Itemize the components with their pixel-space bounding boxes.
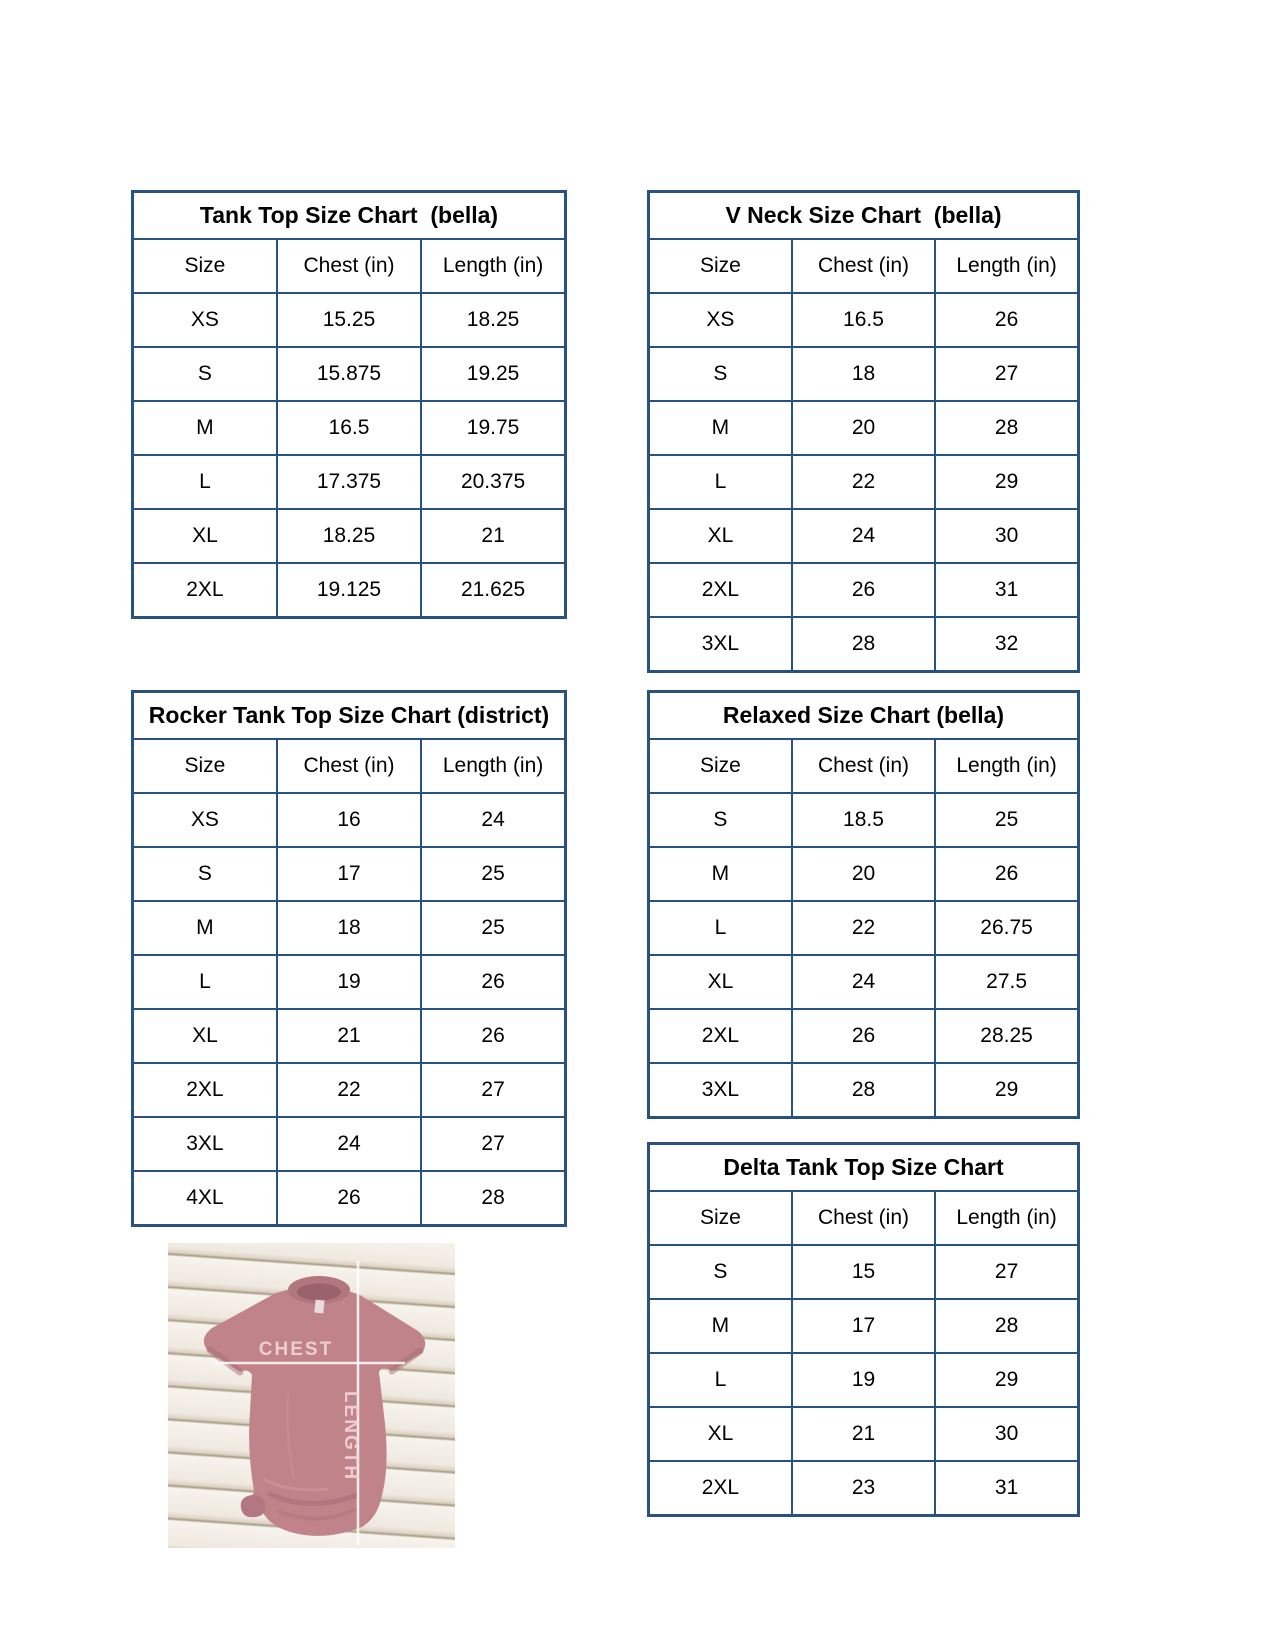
length-cell: 27 (421, 1063, 565, 1117)
length-cell: 30 (935, 1407, 1078, 1461)
table-row (649, 293, 1079, 347)
size-cell: 2XL (649, 563, 792, 617)
size-cell: 2XL (649, 1461, 792, 1516)
table-title-row (133, 192, 566, 240)
column-header: Chest (in) (277, 739, 421, 793)
length-cell: 32 (935, 617, 1078, 672)
size-cell: L (649, 1353, 792, 1407)
chest-cell: 15 (792, 1245, 935, 1299)
chest-cell: 23 (792, 1461, 935, 1516)
table-row (133, 455, 566, 509)
chest-cell: 26 (277, 1171, 421, 1226)
size-cell: 2XL (133, 1063, 277, 1117)
table-title: Delta Tank Top Size Chart (649, 1144, 1079, 1192)
length-cell: 27.5 (935, 955, 1078, 1009)
table-row (133, 793, 566, 847)
column-header: Length (in) (421, 739, 565, 793)
length-cell: 21.625 (421, 563, 565, 618)
chest-cell: 21 (792, 1407, 935, 1461)
size-table-v-neck-bella (647, 190, 1080, 673)
table-row (649, 509, 1079, 563)
table-row (133, 563, 566, 618)
column-header-row (649, 739, 1079, 793)
table-title-row (649, 192, 1079, 240)
length-cell: 26 (421, 955, 565, 1009)
column-header-row (649, 1191, 1079, 1245)
table-row (133, 1009, 566, 1063)
table-title-row (649, 692, 1079, 740)
length-cell: 29 (935, 1353, 1078, 1407)
table-row (133, 1063, 566, 1117)
table-row (649, 455, 1079, 509)
size-cell: S (649, 347, 792, 401)
table-title: Rocker Tank Top Size Chart (district) (133, 692, 566, 740)
length-cell: 19.25 (421, 347, 565, 401)
table-row (649, 901, 1079, 955)
chest-cell: 24 (277, 1117, 421, 1171)
length-cell: 26 (935, 847, 1078, 901)
chest-cell: 18.5 (792, 793, 935, 847)
chest-cell: 19 (277, 955, 421, 1009)
column-header-row (649, 239, 1079, 293)
size-cell: 3XL (133, 1117, 277, 1171)
size-chart-table (131, 190, 567, 619)
size-cell: XL (649, 509, 792, 563)
column-header: Length (in) (421, 239, 565, 293)
size-table-rocker-tank-top-district (131, 690, 567, 1227)
length-cell: 24 (421, 793, 565, 847)
size-cell: XL (133, 509, 277, 563)
tshirt-neck-tag (314, 1300, 324, 1314)
size-cell: XS (133, 293, 277, 347)
table-title: Tank Top Size Chart (bella) (133, 192, 566, 240)
length-cell: 19.75 (421, 401, 565, 455)
size-cell: M (649, 401, 792, 455)
length-cell: 26 (421, 1009, 565, 1063)
chest-cell: 20 (792, 401, 935, 455)
size-cell: L (133, 455, 277, 509)
size-cell: S (649, 793, 792, 847)
chest-cell: 22 (277, 1063, 421, 1117)
chest-cell: 21 (277, 1009, 421, 1063)
size-cell: M (649, 847, 792, 901)
chest-cell: 18 (277, 901, 421, 955)
chest-cell: 28 (792, 1063, 935, 1118)
table-row (649, 793, 1079, 847)
length-cell: 29 (935, 455, 1078, 509)
chest-label: CHEST (258, 1339, 334, 1360)
table-row (649, 1299, 1079, 1353)
chest-cell: 17.375 (277, 455, 421, 509)
column-header: Chest (in) (277, 239, 421, 293)
tshirt-knot (241, 1495, 266, 1517)
length-cell: 28 (421, 1171, 565, 1226)
length-cell: 26 (935, 293, 1078, 347)
column-header: Size (649, 1191, 792, 1245)
chest-cell: 22 (792, 455, 935, 509)
table-row (649, 1407, 1079, 1461)
chest-cell: 28 (792, 617, 935, 672)
chest-cell: 19 (792, 1353, 935, 1407)
size-cell: L (649, 455, 792, 509)
length-cell: 25 (935, 793, 1078, 847)
table-row (133, 1117, 566, 1171)
table-row (649, 955, 1079, 1009)
table-row (133, 1171, 566, 1226)
table-row (649, 1009, 1079, 1063)
chest-cell: 24 (792, 955, 935, 1009)
table-title: V Neck Size Chart (bella) (649, 192, 1079, 240)
length-cell: 27 (421, 1117, 565, 1171)
size-cell: 4XL (133, 1171, 277, 1226)
size-cell: XL (649, 1407, 792, 1461)
size-cell: XS (649, 293, 792, 347)
size-cell: M (649, 1299, 792, 1353)
chest-cell: 17 (277, 847, 421, 901)
chest-cell: 15.875 (277, 347, 421, 401)
shirt-measurement-photo (168, 1243, 455, 1548)
table-row (133, 955, 566, 1009)
chest-cell: 18.25 (277, 509, 421, 563)
size-chart-table (647, 690, 1080, 1119)
column-header: Length (in) (935, 239, 1078, 293)
length-cell: 28 (935, 401, 1078, 455)
chest-cell: 16.5 (792, 293, 935, 347)
column-header: Chest (in) (792, 739, 935, 793)
length-cell: 25 (421, 847, 565, 901)
size-chart-table (131, 690, 567, 1227)
size-table-tank-top-bella (131, 190, 567, 619)
table-row (649, 847, 1079, 901)
size-cell: XL (133, 1009, 277, 1063)
size-cell: 2XL (649, 1009, 792, 1063)
column-header-row (133, 239, 566, 293)
length-cell: 27 (935, 347, 1078, 401)
size-cell: 3XL (649, 1063, 792, 1118)
table-title-row (133, 692, 566, 740)
tshirt-illustration (168, 1243, 455, 1548)
chest-cell: 24 (792, 509, 935, 563)
size-chart-table (647, 190, 1080, 673)
size-cell: XL (649, 955, 792, 1009)
chest-cell: 26 (792, 563, 935, 617)
length-cell: 29 (935, 1063, 1078, 1118)
chest-cell: 16.5 (277, 401, 421, 455)
length-cell: 18.25 (421, 293, 565, 347)
length-cell: 28 (935, 1299, 1078, 1353)
column-header: Length (in) (935, 1191, 1078, 1245)
size-cell: L (133, 955, 277, 1009)
size-table-relaxed-bella (647, 690, 1080, 1119)
size-cell: S (649, 1245, 792, 1299)
size-cell: S (133, 347, 277, 401)
table-row (649, 1245, 1079, 1299)
column-header: Length (in) (935, 739, 1078, 793)
length-cell: 28.25 (935, 1009, 1078, 1063)
size-cell: 2XL (133, 563, 277, 618)
table-row (649, 1353, 1079, 1407)
length-cell: 31 (935, 1461, 1078, 1516)
chest-cell: 19.125 (277, 563, 421, 618)
column-header: Size (133, 739, 277, 793)
length-cell: 30 (935, 509, 1078, 563)
table-row (649, 563, 1079, 617)
tshirt-body (204, 1286, 425, 1535)
length-cell: 20.375 (421, 455, 565, 509)
table-row (133, 293, 566, 347)
chest-cell: 22 (792, 901, 935, 955)
column-header: Size (133, 239, 277, 293)
column-header-row (133, 739, 566, 793)
column-header: Chest (in) (792, 239, 935, 293)
size-cell: S (133, 847, 277, 901)
table-row (649, 1461, 1079, 1516)
table-row (133, 847, 566, 901)
chest-cell: 18 (792, 347, 935, 401)
table-row (133, 401, 566, 455)
length-cell: 26.75 (935, 901, 1078, 955)
table-row (649, 1063, 1079, 1118)
table-title: Relaxed Size Chart (bella) (649, 692, 1079, 740)
length-label: LENGTH (340, 1390, 361, 1482)
size-cell: M (133, 401, 277, 455)
size-cell: XS (133, 793, 277, 847)
table-row (133, 509, 566, 563)
column-header: Size (649, 239, 792, 293)
tshirt-collar-hole (297, 1284, 341, 1301)
size-cell: L (649, 901, 792, 955)
size-cell: 3XL (649, 617, 792, 672)
chest-cell: 17 (792, 1299, 935, 1353)
chest-cell: 15.25 (277, 293, 421, 347)
chest-cell: 20 (792, 847, 935, 901)
column-header: Chest (in) (792, 1191, 935, 1245)
size-table-delta-tank-top (647, 1142, 1080, 1517)
length-cell: 21 (421, 509, 565, 563)
length-cell: 25 (421, 901, 565, 955)
size-cell: M (133, 901, 277, 955)
table-row (133, 347, 566, 401)
table-row (649, 401, 1079, 455)
length-cell: 31 (935, 563, 1078, 617)
table-row (649, 617, 1079, 672)
table-title-row (649, 1144, 1079, 1192)
chest-cell: 16 (277, 793, 421, 847)
chest-cell: 26 (792, 1009, 935, 1063)
table-row (649, 347, 1079, 401)
size-chart-table (647, 1142, 1080, 1517)
column-header: Size (649, 739, 792, 793)
table-row (133, 901, 566, 955)
length-cell: 27 (935, 1245, 1078, 1299)
